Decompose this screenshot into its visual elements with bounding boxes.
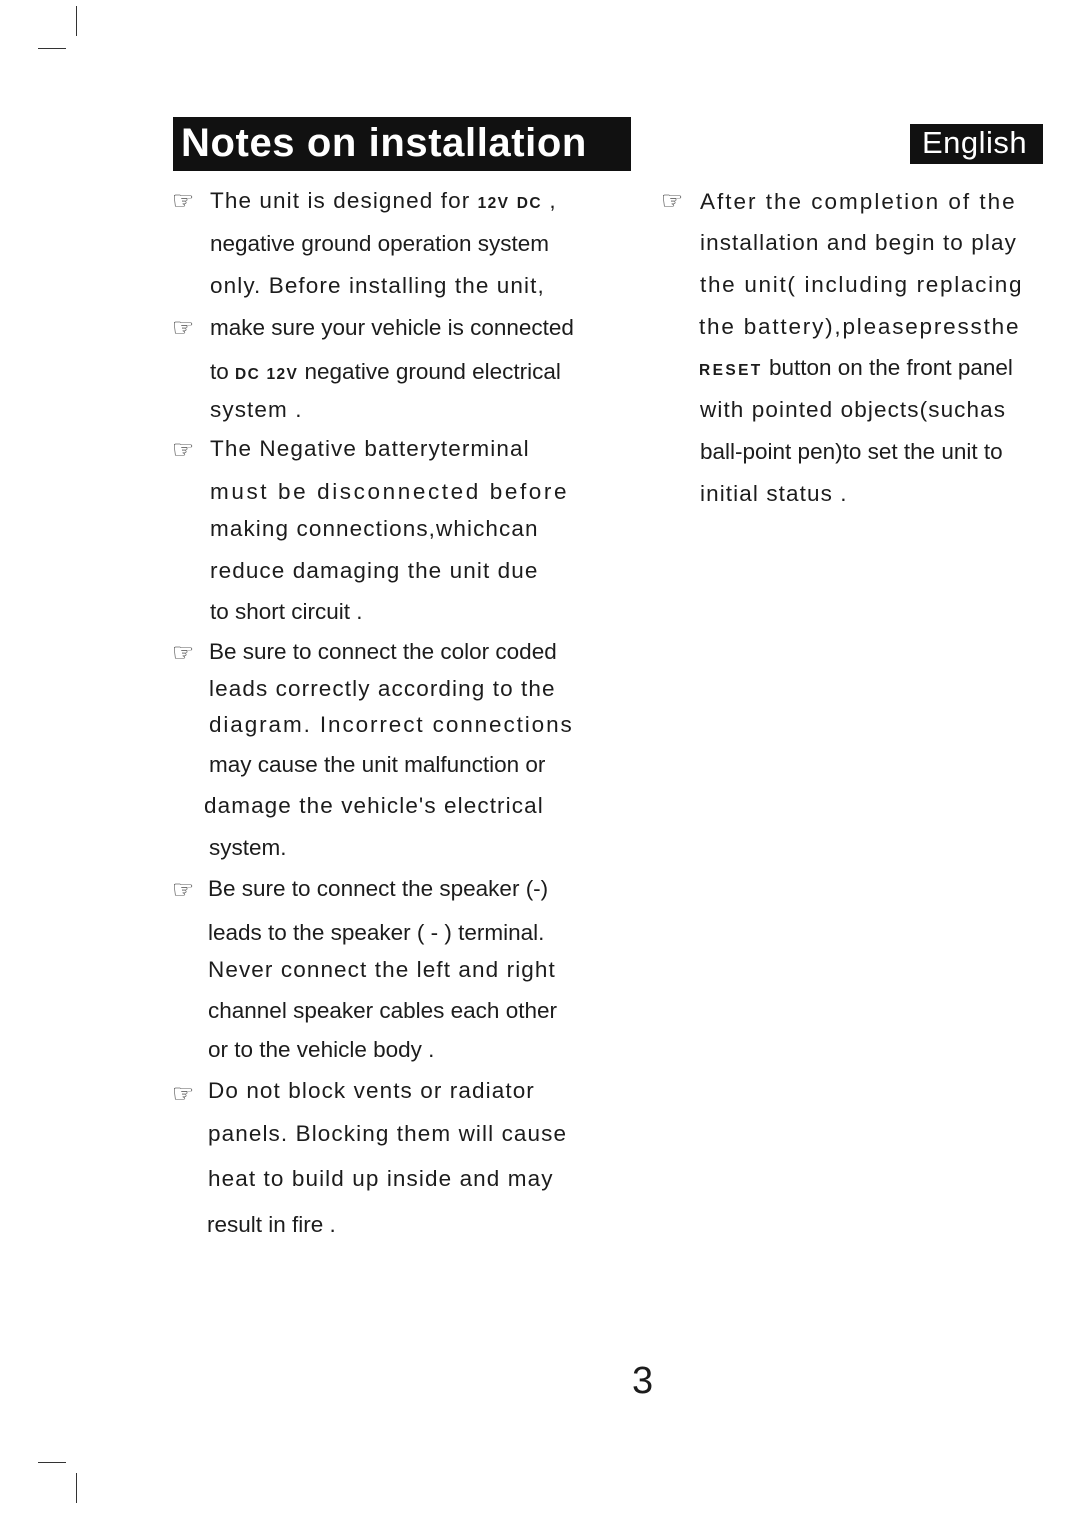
- reset-label: RESET: [699, 362, 763, 379]
- crop-mark-bottom: [38, 1462, 66, 1463]
- note-line: may cause the unit malfunction or: [209, 752, 546, 777]
- pointing-hand-icon: ☞: [172, 638, 195, 667]
- section-title-box: [173, 117, 631, 171]
- note-line: The Negative batteryterminal: [210, 436, 530, 461]
- pointing-hand-icon: ☞: [172, 313, 195, 342]
- pointing-hand-icon: ☞: [172, 875, 195, 904]
- note-line: only. Before installing the unit,: [210, 273, 545, 298]
- note-line: making connections,whichcan: [210, 516, 539, 541]
- crop-mark-top: [76, 6, 77, 36]
- section-title: Notes on installation: [181, 121, 587, 165]
- note-line: diagram. Incorrect connections: [209, 712, 574, 737]
- pointing-hand-icon: ☞: [661, 186, 684, 215]
- note-line: After the completion of the: [700, 189, 1017, 214]
- page-number: 3: [632, 1360, 654, 1402]
- language-tab: [910, 124, 1043, 164]
- note-line: panels. Blocking them will cause: [208, 1121, 568, 1146]
- note-line: system.: [209, 835, 287, 860]
- note-line: installation and begin to play: [700, 230, 1017, 255]
- note-line: system .: [210, 397, 303, 422]
- note-line: The unit is designed for 12V DC ,: [210, 188, 557, 213]
- pointing-hand-icon: ☞: [172, 186, 195, 215]
- pointing-hand-icon: ☞: [172, 1079, 195, 1108]
- note-line: result in fire .: [207, 1212, 336, 1237]
- note-line: leads to the speaker ( - ) terminal.: [208, 920, 545, 945]
- note-line: RESET button on the front panel: [699, 355, 1013, 380]
- note-line: must be disconnected before: [210, 479, 570, 504]
- language-label: English: [922, 125, 1028, 160]
- note-line: leads correctly according to the: [209, 676, 556, 701]
- note-line: channel speaker cables each other: [208, 998, 557, 1023]
- note-line: or to the vehicle body .: [208, 1037, 435, 1062]
- note-line: negative ground operation system: [210, 231, 549, 256]
- note-line: reduce damaging the unit due: [210, 558, 539, 583]
- note-line: damage the vehicle's electrical: [204, 793, 544, 818]
- note-line: ball-point pen)to set the unit to: [700, 439, 1003, 464]
- note-line: initial status .: [700, 481, 848, 506]
- note-line: Do not block vents or radiator: [208, 1078, 535, 1103]
- note-line: the unit( including replacing: [700, 272, 1024, 297]
- note-line: heat to build up inside and may: [208, 1166, 554, 1191]
- note-line: make sure your vehicle is connected: [210, 315, 574, 340]
- note-line: Never connect the left and right: [208, 957, 556, 982]
- note-line: the battery),pleasepressthe: [699, 314, 1021, 339]
- note-line: to short circuit .: [210, 599, 363, 624]
- note-line: Be sure to connect the color coded: [209, 639, 557, 664]
- pointing-hand-icon: ☞: [172, 435, 195, 464]
- crop-mark-bottom: [76, 1473, 77, 1503]
- note-line: to DC 12V negative ground electrical: [210, 359, 561, 384]
- note-line: Be sure to connect the speaker (-): [208, 876, 549, 901]
- crop-mark-top: [38, 48, 66, 49]
- note-line: with pointed objects(suchas: [700, 397, 1007, 422]
